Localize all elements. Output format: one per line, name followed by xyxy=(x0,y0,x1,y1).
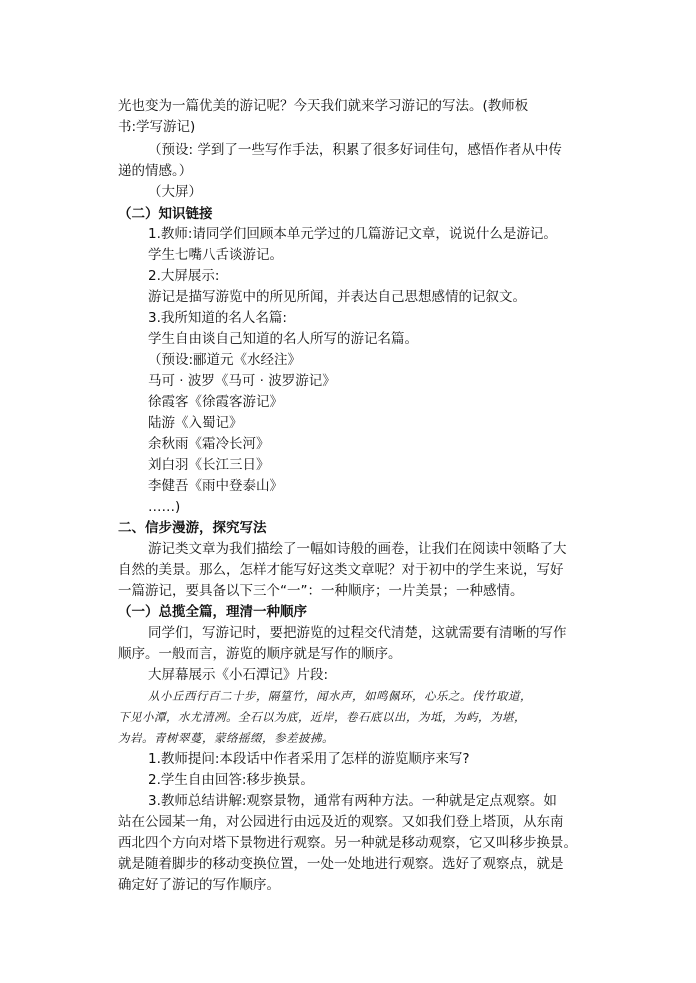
body-text-line: 同学们，写游记时，要把游览的过程交代清楚，这就需要有清晰的写作 xyxy=(148,625,567,641)
body-text-line: ……) xyxy=(148,499,181,515)
body-text-line: （预设: 学到了一些写作手法，积累了很多好词佳句，感悟作者从中传 xyxy=(148,142,562,158)
quoted-passage-line: 为岩。青树翠蔓，蒙络摇缀，参差披拂。 xyxy=(118,731,334,745)
section-heading: 二、信步漫游，探究写法 xyxy=(118,520,267,536)
body-text-line: 一篇游记，要具备以下三个“一”：一种顺序；一片美景；一种感情。 xyxy=(118,583,524,599)
body-text-line: 余秋雨《霜冷长河》 xyxy=(148,436,270,452)
body-text-line: 马可 · 波罗《马可 · 波罗游记》 xyxy=(148,373,336,389)
body-text-line: 徐霞客《徐霞客游记》 xyxy=(148,394,283,410)
body-text-line: 确定好了游记的写作顺序。 xyxy=(118,877,280,893)
body-text-line: 游记是描写游览中的所见所闻，并表达自己思想感情的记叙文。 xyxy=(148,289,526,305)
body-text-line: 学生七嘴八舌谈游记。 xyxy=(148,247,283,263)
body-text-line: 站在公园某一角，对公园进行由远及近的观察。又如我们登上塔顶，从东南 xyxy=(118,814,564,830)
body-text-line: 游记类文章为我们描绘了一幅如诗般的画卷，让我们在阅读中领略了大 xyxy=(148,541,567,557)
body-text-line: 陆游《入蜀记》 xyxy=(148,415,243,431)
body-text-line: 1.教师:请同学们回顾本单元学过的几篇游记文章，说说什么是游记。 xyxy=(148,226,557,242)
body-text-line: 2.大屏展示: xyxy=(148,268,220,284)
section-heading: （二）知识链接 xyxy=(118,206,213,222)
body-text-line: 李健吾《雨中登泰山》 xyxy=(148,478,283,494)
body-text-line: 3.我所知道的名人名篇: xyxy=(148,310,287,326)
body-text-line: 2.学生自由回答:移步换景。 xyxy=(148,772,314,788)
body-text-line: 西北四个方向对塔下景物进行观察。另一种就是移动观察，它又叫移步换景。 xyxy=(118,835,577,851)
body-text-line: 递的情感。） xyxy=(118,163,193,179)
body-text-line: 大屏幕展示《小石潭记》片段: xyxy=(148,667,329,683)
body-text-line: 光也变为一篇优美的游记呢？今天我们就来学习游记的写法。(教师板 xyxy=(118,98,529,114)
body-text-line: 刘白羽《长江三日》 xyxy=(148,457,270,473)
quoted-passage-line: 从小丘西行百二十步，隔篁竹，闻水声，如鸣佩环，心乐之。伐竹取道， xyxy=(148,689,532,703)
body-text-line: （大屏） xyxy=(148,184,202,200)
body-text-line: 书:学写游记) xyxy=(118,119,196,135)
body-text-line: 学生自由谈自己知道的名人所写的游记名篇。 xyxy=(148,331,418,347)
body-text-line: 3.教师总结讲解:观察景物，通常有两种方法。一种就是定点观察。如 xyxy=(148,793,557,809)
body-text-line: 自然的美景。那么，怎样才能写好这类文章呢？对于初中的学生来说，写好 xyxy=(118,562,564,578)
body-text-line: （预设:郦道元《水经注》 xyxy=(148,352,302,368)
section-heading: （一）总揽全篇，理清一种顺序 xyxy=(118,604,307,620)
body-text-line: 顺序。一般而言，游览的顺序就是写作的顺序。 xyxy=(118,646,402,662)
quoted-passage-line: 下见小潭，水尤清冽。全石以为底，近岸，卷石底以出，为坻，为屿，为堪， xyxy=(118,710,526,724)
body-text-line: 就是随着脚步的移动变换位置，一处一处地进行观察。选好了观察点，就是 xyxy=(118,856,564,872)
body-text-line: 1.教师提问:本段话中作者采用了怎样的游览顺序来写? xyxy=(148,751,470,767)
